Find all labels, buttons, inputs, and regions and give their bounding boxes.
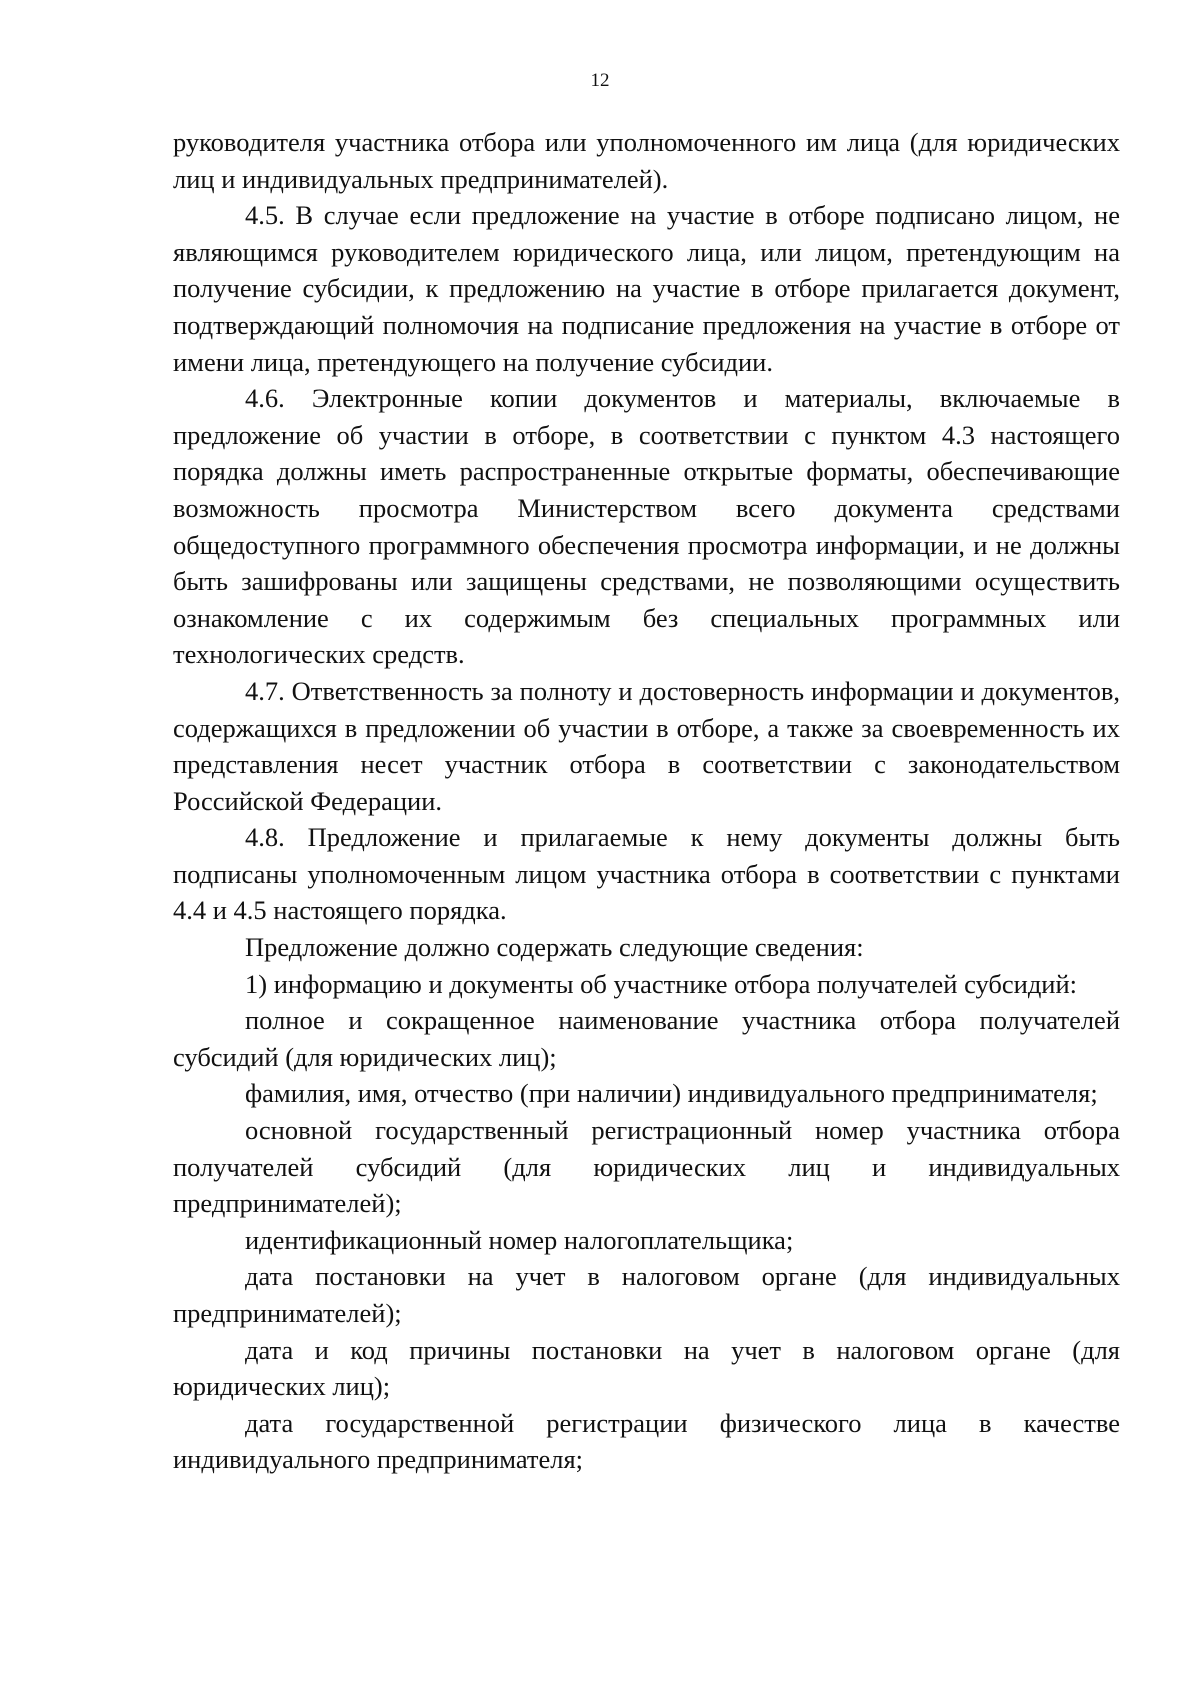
paragraph-4-6: 4.6. Электронные копии документов и материалы, включаемые в предложение об участии в отборе, в соответствии с пунктом 4.3 настоящего порядка должны иметь распространенные открытые форматы, обеспечивающие возможность просмотра Министерством всего документа средствами общедоступного программного обеспечения просмотра информации, и не должны быть зашифрованы или защищены средствами, не позволяющими осуществить ознакомление с их содержимым без специальных программных или технологических средств. — [173, 383, 1120, 670]
paragraph-continuation: руководителя участника отбора или уполномоченного им лица (для юридических лиц и индивидуальных предпринимателей). — [173, 127, 1120, 194]
list-subitem-ogrn: основной государственный регистрационный номер участника отбора получателей субсидий (для юридических лиц и индивидуальных предпринимателей); — [173, 1115, 1120, 1219]
list-subitem-inn: идентификационный номер налогоплательщика; — [245, 1224, 794, 1255]
list-subitem-fio: фамилия, имя, отчество (при наличии) индивидуального предпринимателя; — [245, 1078, 1098, 1109]
document-body — [173, 124, 1120, 1478]
paragraph-requirements-intro: Предложение должно содержать следующие сведения: — [245, 932, 864, 963]
page-number: 12 — [590, 70, 610, 91]
paragraph-4-7: 4.7. Ответственность за полноту и достоверность информации и документов, содержащихся в предложении об участии в отборе, а также за своевременность их представления несет участник отбора в соответствии с законодательством Российской Федерации. — [173, 675, 1120, 816]
paragraph-4-5: 4.5. В случае если предложение на участие в отборе подписано лицом, не являющимся руководителем юридического лица, или лицом, претендующим на получение субсидии, к предложению на участие в отборе прилагается документ, подтверждающий полномочия на подписание предложения на участие в отборе от имени лица, претендующего на получение субсидии. — [173, 200, 1120, 377]
list-subitem-registration-date: дата государственной регистрации физического лица в качестве индивидуального предпринимателя; — [173, 1407, 1120, 1475]
list-subitem-tax-date-kpp: дата и код причины постановки на учет в налоговом органе (для юридических лиц); — [173, 1334, 1120, 1402]
paragraph-4-8: 4.8. Предложение и прилагаемые к нему документы должны быть подписаны уполномоченным лицом участника отбора в соответствии с пунктами 4.4 и 4.5 настоящего порядка. — [173, 822, 1120, 926]
list-subitem-tax-date-ip: дата постановки на учет в налоговом органе (для индивидуальных предпринимателей); — [173, 1261, 1120, 1328]
list-item-1: 1) информацию и документы об участнике отбора получателей субсидий: — [245, 968, 1078, 999]
list-subitem-name: полное и сокращенное наименование участника отбора получателей субсидий (для юридических лиц); — [173, 1005, 1120, 1072]
